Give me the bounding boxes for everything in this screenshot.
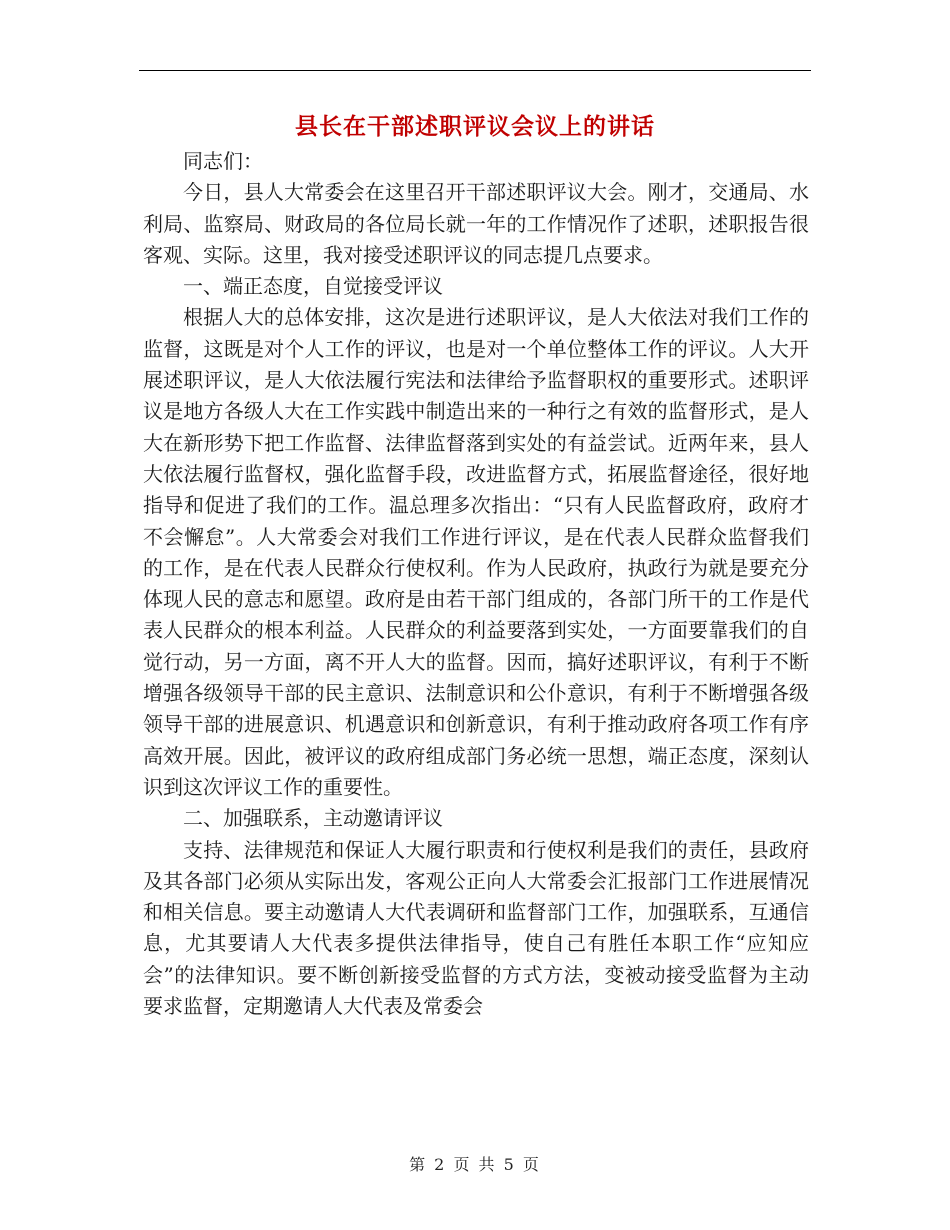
section-heading-2: 二、加强联系，主动邀请评议 [183,806,443,831]
section-heading-1: 一、端正态度，自觉接受评议 [183,274,443,299]
page-number: 第 2 页 共 5 页 [409,1155,541,1174]
paragraph-intro: 今日，县人大常委会在这里召开干部述职评议大会。刚才，交通局、水利局、监察局、财政局的各位局长就一年的工作情况作了述职，述职报告很客观、实际。这里，我对接受述职评议的同志提几点要求。 [143,180,809,267]
paragraph-salutation: 同志们： [183,149,263,173]
paragraph-section-1: 根据人大的总体安排，这次是进行述职评议，是人大依法对我们工作的监督，这既是对个人工作的评议，也是对一个单位整体工作的评议。人大开展述职评议，是人大依法履行宪法和法律给予监督职权的重要形式。述职评议是地方各级人大在工作实践中制造出来的一种行之有效的监督形式，是人大在新形势下把工作监督、法律监督落到实处的有益尝试。近两年来，县人大依法履行监督权，强化监督手段，改进监督方式，拓展监督途径，很好地指导和促进了我们的工作。温总理多次指出：“只有人民监督政府，政府才不会懈怠”。人大常委会对我们工作进行评议，是在代表人民群众监督我们的工作，是在代表人民群众行使权利。作为人民政府，执政行为就是要充分体现人民的意志和愿望。政府是由若干部门组成的，各部门所干的工作是代表人民群众的根本利益。人民群众的利益要落到实处，一方面要靠我们的自觉行动，另一方面，离不开人大的监督。因而，搞好述职评议，有利于不断增强各级领导干部的民主意识、法制意识和公仆意识，有利于不断增强各级领导干部的进展意识、机遇意识和创新意识，有利于推动政府各项工作有序高效开展。因此，被评议的政府组成部门务必统一思想，端正态度，深刻认识到这次评议工作的重要性。 [143,305,809,799]
document-body [143,146,809,1022]
document-title: 县长在干部述职评议会议上的讲话 [295,113,655,140]
paragraph-section-2: 支持、法律规范和保证人大履行职责和行使权利是我们的责任，县政府及其各部门必须从实际出发，客观公正向人大常委会汇报部门工作进展情况和相关信息。要主动邀请人大代表调研和监督部门工作，加强联系，互通信息，尤其要请人大代表多提供法律指导，使自己有胜任本职工作“应知应会”的法律知识。要不断创新接受监督的方式方法，变被动接受监督为主动要求监督，定期邀请人大代表及常委会 [143,837,809,1019]
header-rule [139,70,811,71]
